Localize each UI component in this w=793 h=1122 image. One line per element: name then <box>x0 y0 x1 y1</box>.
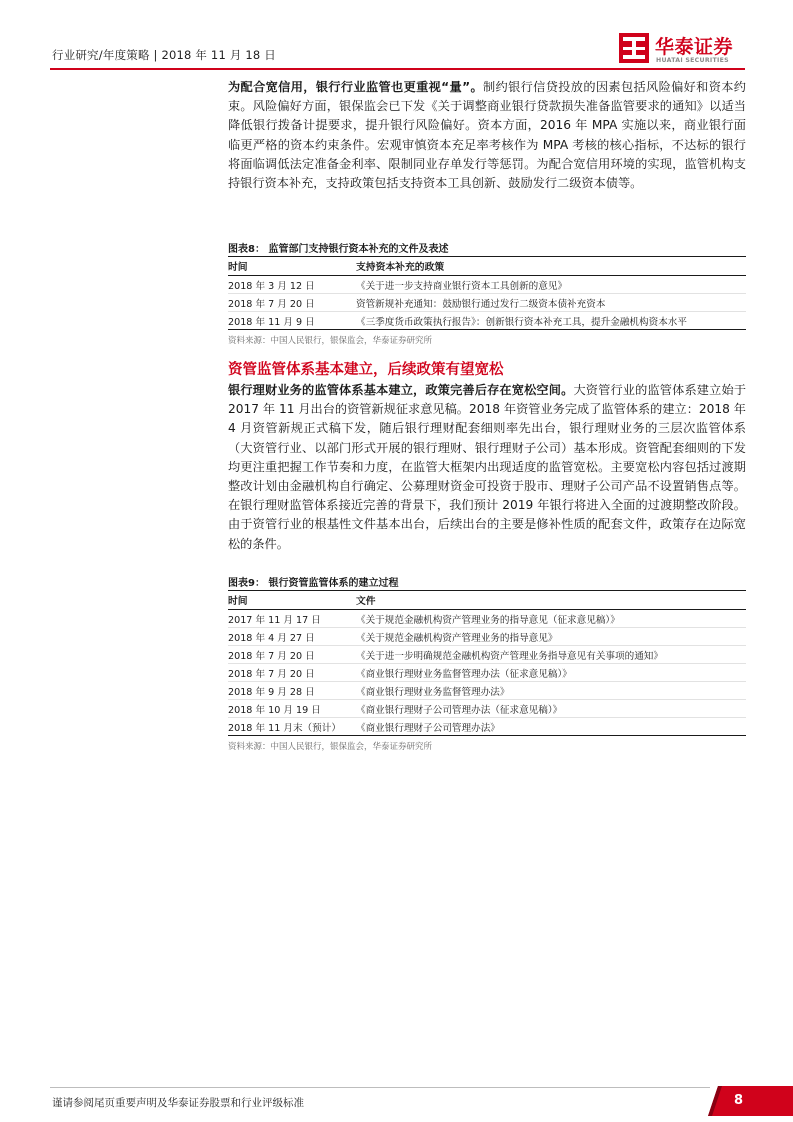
figure-table <box>228 591 746 736</box>
table-row <box>228 646 746 664</box>
paragraph-wealth-management <box>228 381 746 554</box>
paragraph-body: 制约银行信贷投放的因素包括风险偏好和资本约束。风险偏好方面，银保监会已下发《关于调整商业银行贷款损失准备监管要求的通知》以适当降低银行拨备计提要求，提升银行风险偏好。资本方面，2016 年 MPA 实施以来，商业银行面临更严格的资本约束条件。宏观审慎资本充足率考核作为 MPA 考核的核心指标，不达标的银行将面临调低法定准备金利率、限制同业存单发行等惩罚。为配合宽信用环境的实现，监管机构支持银行资本补充，支持政策包括支持资本工具创新、鼓励发行二级资本债等。 <box>228 80 746 191</box>
figure-table <box>228 257 746 330</box>
cell-date: 2018 年 7 月 20 日 <box>228 294 356 312</box>
figure-title: 图表9： 银行资管监管体系的建立过程 <box>228 574 746 591</box>
table-row <box>228 628 746 646</box>
cell-text: 《三季度货币政策执行报告》：创新银行资本补充工具，提升金融机构资本水平 <box>356 312 746 330</box>
figure-source: 资料来源：中国人民银行，银保监会，华泰证券研究所 <box>228 742 433 752</box>
footer-divider <box>50 1087 710 1088</box>
cell-text: 《关于规范金融机构资产管理业务的指导意见（征求意见稿）》 <box>356 610 746 628</box>
cell-date: 2018 年 4 月 27 日 <box>228 628 356 646</box>
cell-date: 2017 年 11 月 17 日 <box>228 610 356 628</box>
cell-date: 2018 年 7 月 20 日 <box>228 646 356 664</box>
page-number: 8 <box>734 1093 744 1108</box>
column-header-date: 时间 <box>228 257 356 276</box>
cell-date: 2018 年 3 月 12 日 <box>228 276 356 294</box>
cell-text: 《商业银行理财子公司管理办法（征求意见稿）》 <box>356 700 746 718</box>
column-header-date: 时间 <box>228 591 356 610</box>
footer-disclaimer: 谨请参阅尾页重要声明及华泰证券股票和行业评级标准 <box>52 1097 304 1109</box>
column-header-document: 文件 <box>356 591 746 610</box>
figure-source: 资料来源：中国人民银行，银保监会，华泰证券研究所 <box>228 336 433 346</box>
paragraph-lead: 银行理财业务的监管体系基本建立，政策完善后存在宽松空间。 <box>228 383 574 397</box>
cell-text: 《商业银行理财业务监督管理办法》 <box>356 682 746 700</box>
table-row <box>228 276 746 294</box>
cell-date: 2018 年 11 月 9 日 <box>228 312 356 330</box>
figure-9 <box>228 574 746 752</box>
table-row <box>228 610 746 628</box>
table-row <box>228 682 746 700</box>
cell-text: 《关于进一步支持商业银行资本工具创新的意见》 <box>356 276 746 294</box>
paragraph-body: 大资管行业的监管体系建立始于 2017 年 11 月出台的资管新规征求意见稿。2018 年资管业务完成了监管体系的建立：2018 年 4 月资管新规正式稿下发，随后银行理财配套细则率先出台，银行理财业务的三层次监管体系（大资管行业、以部门形式开展的银行理财、银行理财子公司）基本形成。资管配套细则的下发均更注重把握工作节奏和力度，在监管大框架内出现适度的监管宽松。主要宽松内容包括过渡期整改计划由金融机构自行确定、公募理财资金可投资于股市、理财子公司产品不设置销售点等。在银行理财监管体系接近完善的背景下，我们预计 2019 年银行将进入全面的过渡期整改阶段。由于资管行业的根基性文件基本出台，后续出台的主要是修补性质的配套文件，政策存在边际宽松的条件。 <box>228 383 747 551</box>
logo-chinese-name: 华泰证券 <box>655 36 734 58</box>
huatai-logo <box>619 33 759 73</box>
section-heading: 资管监管体系基本建立，后续政策有望宽松 <box>228 362 504 378</box>
table-row <box>228 294 746 312</box>
cell-date: 2018 年 7 月 20 日 <box>228 664 356 682</box>
table-row <box>228 718 746 736</box>
cell-date: 2018 年 10 月 19 日 <box>228 700 356 718</box>
figure-title: 图表8： 监管部门支持银行资本补充的文件及表述 <box>228 240 746 257</box>
figure-8 <box>228 240 746 346</box>
table-row <box>228 664 746 682</box>
cell-text: 《关于进一步明确规范金融机构资产管理业务指导意见有关事项的通知》 <box>356 646 746 664</box>
huatai-logo-mark-icon <box>619 33 649 63</box>
paragraph-capital-support <box>228 78 746 193</box>
table-row <box>228 700 746 718</box>
cell-text: 《商业银行理财子公司管理办法》 <box>356 718 746 736</box>
cell-date: 2018 年 9 月 28 日 <box>228 682 356 700</box>
paragraph-lead: 为配合宽信用，银行行业监管也更重视“量”。 <box>228 80 483 94</box>
page-number-tab <box>708 1086 793 1116</box>
header-divider <box>50 68 745 70</box>
cell-text: 《商业银行理财业务监督管理办法（征求意见稿）》 <box>356 664 746 682</box>
table-row <box>228 312 746 330</box>
report-header-meta: 行业研究/年度策略 | 2018 年 11 月 18 日 <box>52 48 276 62</box>
cell-text: 资管新规补充通知：鼓励银行通过发行二级资本债补充资本 <box>356 294 746 312</box>
logo-english-name: HUATAI SECURITIES <box>656 57 729 64</box>
column-header-policy: 支持资本补充的政策 <box>356 257 746 276</box>
cell-date: 2018 年 11 月末（预计） <box>228 718 356 736</box>
cell-text: 《关于规范金融机构资产管理业务的指导意见》 <box>356 628 746 646</box>
